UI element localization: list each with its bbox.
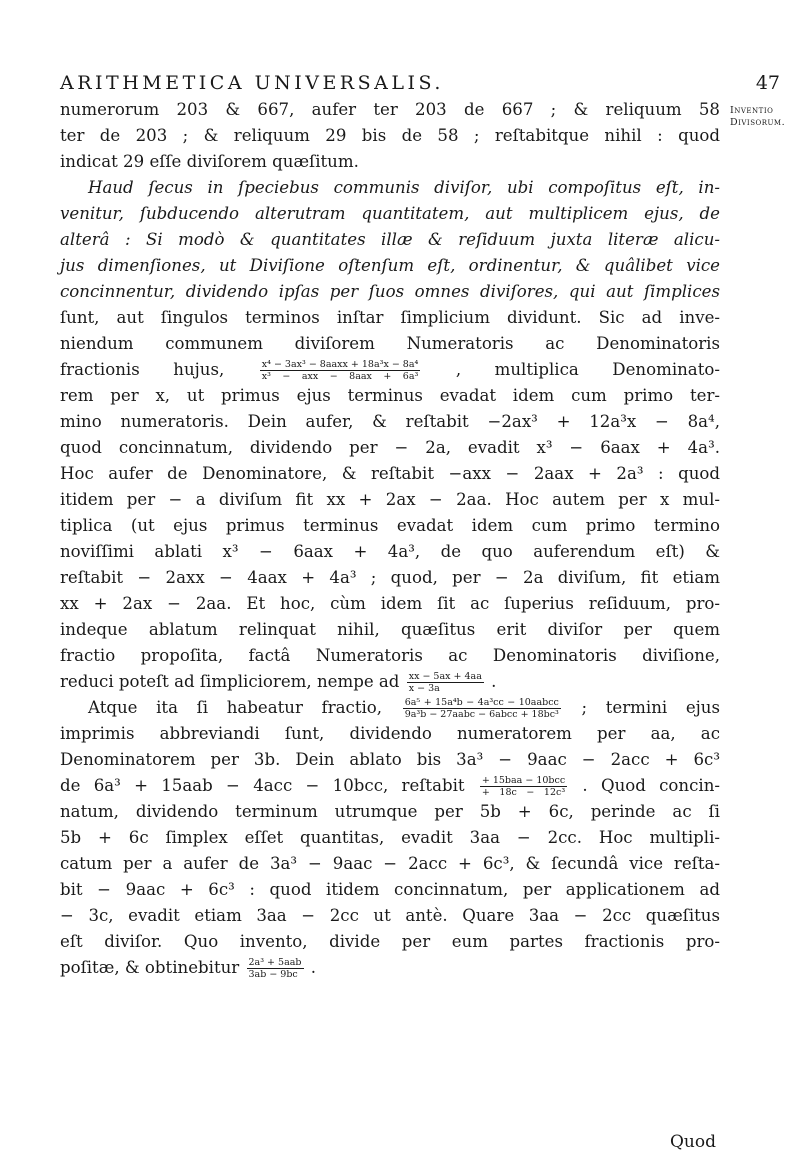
text-line: Denominatorem per 3b. Dein ablato bis 3a³ − 9aac − 2acc + 6c³ bbox=[60, 750, 720, 769]
fraction-1 bbox=[260, 359, 421, 382]
fraction-2-prefix: reduci poteſt ad ſimpliciorem, nempe ad bbox=[60, 672, 400, 691]
fraction-3-denominator: 9a³b − 27aabc − 6abcc + 18bc³ bbox=[404, 709, 559, 720]
fraction-4 bbox=[480, 775, 567, 798]
text-line: tiplica (ut ejus primus terminus evadat idem cum primo termino bbox=[60, 516, 720, 535]
fraction-2 bbox=[407, 671, 484, 694]
text-line: alterâ : Si modò & quantitates illæ & reſiduum juxta literæ alicu- bbox=[60, 230, 720, 249]
text-line: bit − 9aac + 6c³ : quod itidem concinnatum, per applicationem ad bbox=[60, 880, 720, 899]
margin-note-line-1: Inventio bbox=[730, 105, 774, 116]
fraction-1-numerator: x⁴ − 3ax³ − 8aaxx + 18a³x − 8a⁴ bbox=[261, 359, 419, 370]
fraction-5-suffix: . bbox=[310, 958, 317, 977]
fraction-line-5 bbox=[60, 955, 720, 981]
text-line: concinnentur, dividendo ipſas per ſuos omnes diviſores, qui aut ſimplices bbox=[60, 282, 720, 301]
text-line: reſtabit − 2axx − 4aax + 4a³ ; quod, per − 2a diviſum, fit etiam bbox=[60, 568, 720, 587]
text-line: quod concinnatum, dividendo per − 2a, evadit x³ − 6aax + 4a³. bbox=[60, 438, 720, 457]
text-line: − 3c, evadit etiam 3aa − 2cc ut antè. Quare 3aa − 2cc quæſitus bbox=[60, 906, 720, 925]
fraction-line-3 bbox=[60, 695, 720, 721]
text-line: ter de 203 ; & reliquum 29 bis de 58 ; reſtabitque nihil : quod bbox=[60, 126, 720, 145]
fraction-1-denominator: x³ − axx − 8aax + 6a³ bbox=[261, 371, 419, 382]
running-title: ARITHMETICA UNIVERSALIS. bbox=[60, 72, 444, 94]
text-line: rem per x, ut primus ejus terminus evadat idem cum primo ter- bbox=[60, 386, 720, 405]
text-line: fractio propoſita, factâ Numeratoris ac Denominatoris diviſione, bbox=[60, 646, 720, 665]
fraction-4-prefix: de 6a³ + 15aab − 4acc − 10bcc, reſtabit bbox=[60, 776, 465, 795]
text-line: Haud ſecus in ſpeciebus communis diviſor, ubi compoſitus eſt, in- bbox=[88, 178, 720, 197]
fraction-line-4 bbox=[60, 773, 720, 799]
fraction-4-denominator: + 18c − 12c³ bbox=[481, 787, 566, 798]
fraction-3-prefix: Atque ita ſi habeatur fractio, bbox=[88, 698, 383, 717]
text-line: natum, dividendo terminum utrumque per 5b + 6c, perinde ac ſi bbox=[60, 802, 720, 821]
text-line: numerorum 203 & 667, aufer ter 203 de 667 ; & reliquum 58 bbox=[60, 100, 720, 119]
text-line: eſt diviſor. Quo invento, divide per eum partes fractionis pro- bbox=[60, 932, 720, 951]
fraction-line-1 bbox=[60, 357, 720, 383]
fraction-1-suffix: , multiplica Denominato- bbox=[455, 360, 720, 379]
text-line: ſunt, aut ſingulos terminos inſtar ſimplicium dividunt. Sic ad inve- bbox=[60, 308, 720, 327]
body-text bbox=[60, 97, 720, 981]
fraction-5-prefix: poſitæ, & obtinebitur bbox=[60, 958, 240, 977]
fraction-2-numerator: xx − 5ax + 4aa bbox=[408, 671, 482, 682]
fraction-3 bbox=[403, 697, 561, 720]
fraction-2-suffix: . bbox=[491, 672, 497, 691]
fraction-5 bbox=[247, 957, 304, 980]
fraction-4-suffix: . Quod concin- bbox=[582, 776, 720, 795]
text-line: jus dimenſiones, ut Diviſione oſtenſum eſt, ordinentur, & quâlibet vice bbox=[60, 256, 720, 275]
text-line: indeque ablatum relinquat nihil, quæſitus erit diviſor per quem bbox=[60, 620, 720, 639]
fraction-5-denominator: 3ab − 9bc bbox=[248, 969, 298, 980]
text-line: mino numeratoris. Dein aufer, & reſtabit −2ax³ + 12a³x − 8a⁴, bbox=[60, 412, 720, 431]
text-line: imprimis abbreviandi ſunt, dividendo numeratorem per aa, ac bbox=[60, 724, 720, 743]
text-line: indicat 29 eſſe diviſorem quæſitum. bbox=[60, 152, 359, 171]
text-line: venitur, ſubducendo alterutram quantitatem, aut multiplicem ejus, de bbox=[60, 204, 720, 223]
text-line: catum per a aufer de 3a³ − 9aac − 2acc + 6c³, & ſecundâ vice reſta- bbox=[60, 854, 720, 873]
text-line: niendum communem diviſorem Numeratoris ac Denominatoris bbox=[60, 334, 720, 353]
text-line: itidem per − a diviſum fit xx + 2ax − 2aa. Hoc autem per x mul- bbox=[60, 490, 720, 509]
catchword: Quod bbox=[670, 1132, 717, 1152]
fraction-4-numerator: + 15baa − 10bcc bbox=[481, 775, 566, 786]
fraction-2-denominator: x − 3a bbox=[408, 683, 440, 694]
text-line: xx + 2ax − 2aa. Et hoc, cùm idem ſit ac ſuperius reſiduum, pro- bbox=[60, 594, 720, 613]
text-line: noviſſimi ablati x³ − 6aax + 4a³, de quo auferendum eſt) & bbox=[60, 542, 720, 561]
running-head bbox=[40, 72, 780, 94]
margin-note-line-2: Divisorum. bbox=[730, 117, 786, 128]
fraction-3-suffix: ; termini ejus bbox=[581, 698, 720, 717]
fraction-line-2 bbox=[60, 669, 720, 695]
text-line: 5b + 6c ſimplex eſſet quantitas, evadit 3aa − 2cc. Hoc multipli- bbox=[60, 828, 720, 847]
fraction-3-numerator: 6a⁵ + 15a⁴b − 4a³cc − 10aabcc bbox=[404, 697, 559, 708]
text-line: Hoc aufer de Denominatore, & reſtabit −axx − 2aax + 2a³ : quod bbox=[60, 464, 720, 483]
page-number: 47 bbox=[755, 72, 780, 94]
fraction-1-prefix: fractionis hujus, bbox=[60, 360, 225, 379]
margin-note bbox=[730, 105, 800, 129]
fraction-5-numerator: 2a³ + 5aab bbox=[248, 957, 302, 968]
